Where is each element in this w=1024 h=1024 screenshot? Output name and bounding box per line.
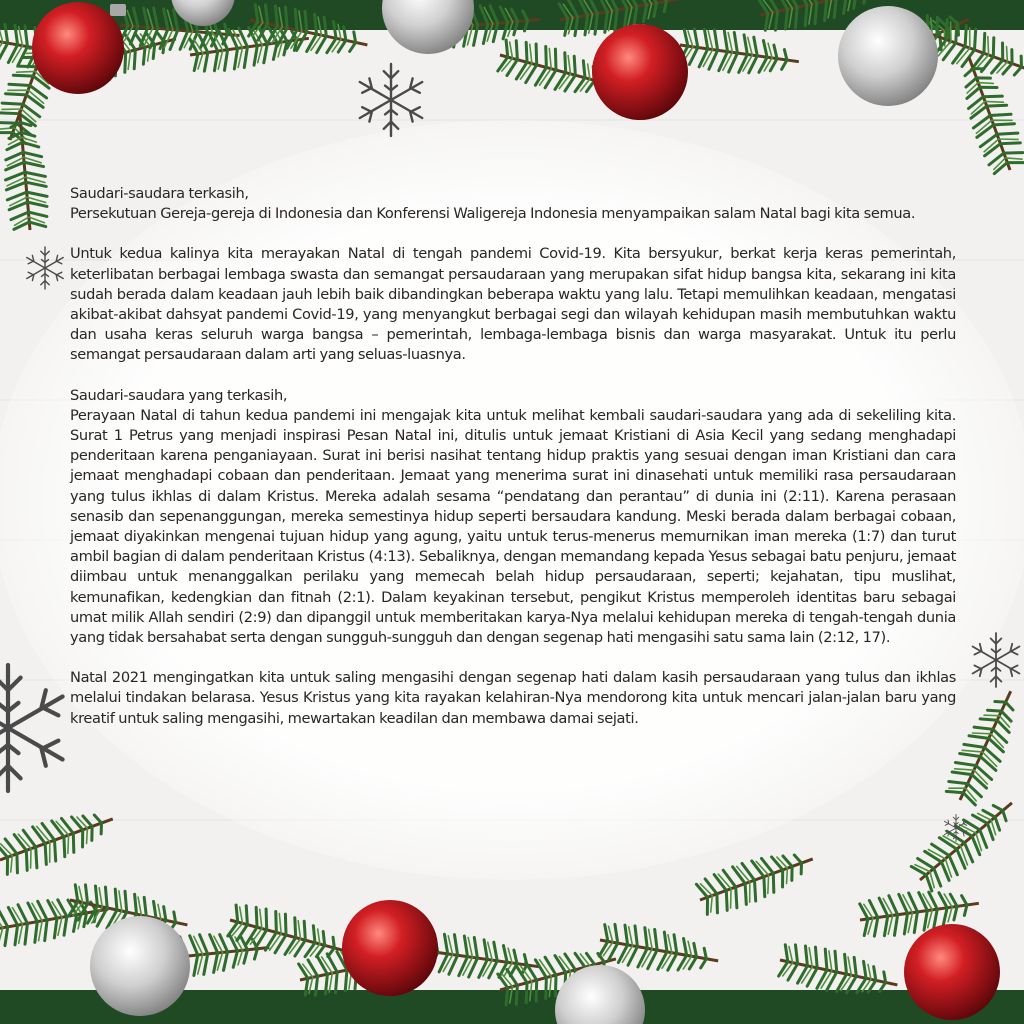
- greeting: Saudari-saudara terkasih,: [70, 185, 249, 202]
- paragraph: Natal 2021 mengingatkan kita untuk saling mengasihi dengan segenap hati dalam kasih persaudaraan yang tulus dan ikhlas melalui tindakan belarasa. Yesus Kristus yang kita rayakan kelahiran-Nya mendorong kita untuk mencari jalan-jalan baru yang kreatif untuk saling mengasihi, mewartakan keadilan dan membawa damai sejati.: [70, 669, 956, 727]
- silver-ornament: [838, 6, 938, 106]
- silver-ornament: [90, 916, 190, 1016]
- paragraph: Untuk kedua kalinya kita merayakan Natal di tengah pandemi Covid-19. Kita bersyukur, berkat kerja keras pemerintah, keterlibatan berbagai lembaga swasta dan semangat persaudaraan yang merupakan sifat hidup bangsa kita, sekarang ini kita sudah berada dalam keadaan jauh lebih baik dibandingkan beberapa waktu yang lalu. Tetapi memulihkan keadaan, mengatasi akibat-akibat dahsyat pandemi Covid-19, yang menyangkut berbagai segi dan wilayah kehidupan masih membutuhkan waktu dan usaha keras seluruh warga bangsa – pemerintah, lembaga-lembaga bisnis dan warga masyarakat. Untuk itu perlu semangat persaudaraan dalam arti yang seluas-luasnya.: [70, 245, 956, 364]
- intro-text: Persekutuan Gereja-gereja di Indonesia dan Konferensi Waligereja Indonesia menyampaikan salam Natal bagi kita semua.: [70, 205, 916, 223]
- red-ornament: [592, 24, 688, 120]
- christmas-message: [70, 184, 956, 729]
- red-ornament: [342, 900, 438, 996]
- red-ornament: [904, 924, 1000, 1020]
- paragraph: Perayaan Natal di tahun kedua pandemi ini mengajak kita untuk melihat kembali saudari-saudara yang ada di sekeliling kita. Surat 1 Petrus yang menjadi inspirasi Pesan Natal ini, ditulis untuk jemaat Kristiani di Asia Kecil yang sedang menghadapi penderitaan karena penganiayaan. Surat ini berisi nasihat tentang hidup praktis yang sesuai dengan iman Kristiani dan cara jemaat menghadapi cobaan dan penderitaan. Jemaat yang menerima surat ini dinasehati untuk memiliki rasa persaudaraan yang tulus ikhlas di dalam Kristus. Mereka adalah sesama “pendatang dan perantau” di dunia ini (2:11). Karena perasaan senasib dan sepenanggungan, mereka semestinya hidup seperti bersaudara kandung. Meski berada dalam berbagai cobaan, jemaat diyakinkan mengenai tujuan hidup yang agung, yaitu untuk terus-menerus memurnikan iman mereka (1:7) dan turut ambil bagian di dalam penderitaan Kristus (4:13). Sebaliknya, dengan memandang kepada Yesus sebagai batu penjuru, jemaat diimbau untuk menanggalkan perilaku yang memecah belah hidup persaudaraan, seperti; kejahatan, tipu muslihat, kemunafikan, kedengkian dan fitnah (2:1). Dalam keyakinan tersebut, pengikut Kristus memperoleh identitas baru sebagai umat milik Allah sendiri (2:9) dan dipanggil untuk memberitakan karya-Nya melalui kehidupan mereka di tengah-tengah dunia yang tidak bersahabat serta dengan sungguh-sungguh dan dengan segenap hati mengasihi satu sama lain (2:12, 17).: [70, 406, 956, 647]
- greeting: Saudari-saudara yang terkasih,: [70, 386, 288, 404]
